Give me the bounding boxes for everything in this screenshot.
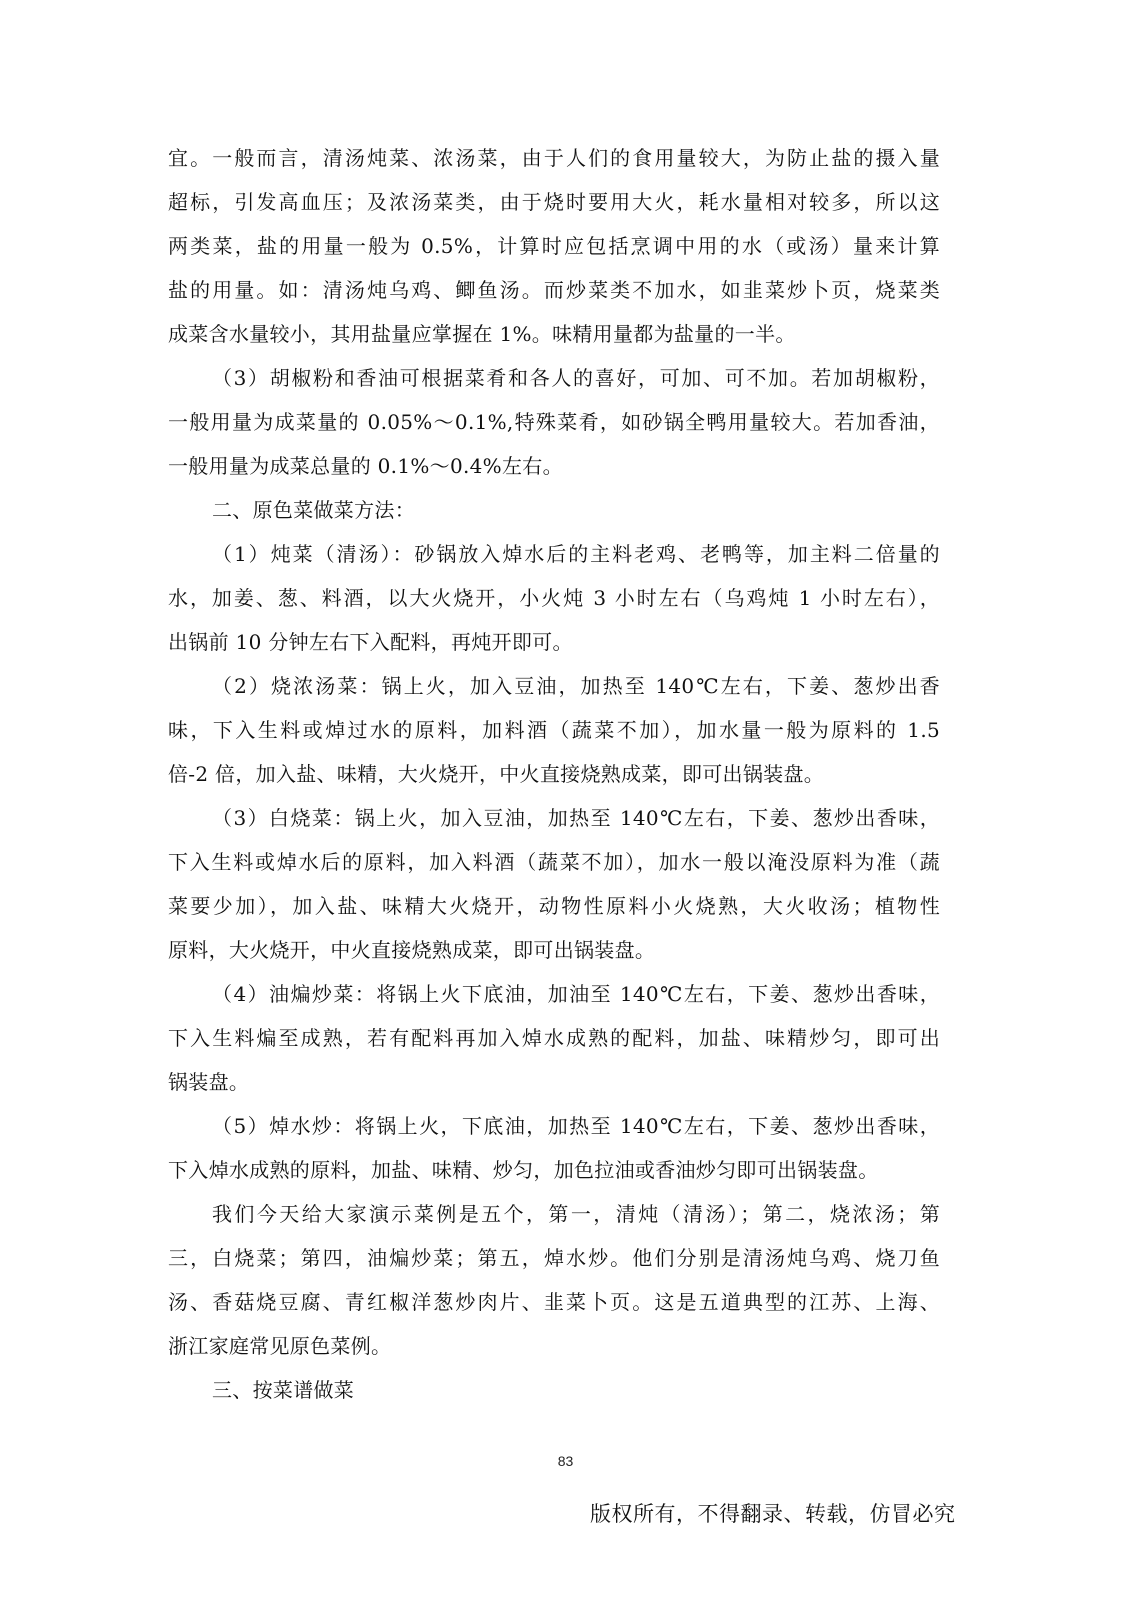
text-line: 味，下入生料或焯过水的原料，加料酒（蔬菜不加），加水量一般为原料的 1.5 — [168, 718, 940, 742]
section-heading — [168, 488, 940, 532]
paragraph — [168, 796, 940, 972]
text-line: 锅装盘。 — [168, 1070, 250, 1094]
text-line: 超标，引发高血压；及浓汤菜类，由于烧时要用大火，耗水量相对较多，所以这 — [168, 190, 940, 214]
text-line: （3）胡椒粉和香油可根据菜肴和各人的喜好，可加、可不加。若加胡椒粉， — [212, 366, 940, 390]
text-line: 我们今天给大家演示菜例是五个，第一，清炖（清汤）；第二，烧浓汤；第 — [212, 1202, 940, 1226]
text-line: 水，加姜、葱、料酒，以大火烧开，小火炖 3 小时左右（乌鸡炖 1 小时左右）， — [168, 586, 940, 610]
paragraph — [168, 972, 940, 1104]
page-number: 83 — [557, 1453, 574, 1469]
text-line: 汤、香菇烧豆腐、青红椒洋葱炒肉片、韭菜卜页。这是五道典型的江苏、上海、 — [168, 1290, 940, 1314]
text-line: 倍-2 倍，加入盐、味精，大火烧开，中火直接烧熟成菜，即可出锅装盘。 — [168, 762, 825, 786]
text-line: （3）白烧菜：锅上火，加入豆油，加热至 140℃左右，下姜、葱炒出香味， — [212, 806, 940, 830]
paragraph — [168, 532, 940, 664]
heading-text: 三、按菜谱做菜 — [212, 1378, 355, 1402]
heading-text: 二、原色菜做菜方法： — [212, 498, 415, 522]
text-line: 出锅前 10 分钟左右下入配料，再炖开即可。 — [168, 630, 573, 654]
paragraph — [168, 356, 940, 488]
section-heading — [168, 1368, 940, 1412]
text-line: （5）焯水炒：将锅上火，下底油，加热至 140℃左右，下姜、葱炒出香味， — [212, 1114, 940, 1138]
text-line: 一般用量为成菜量的 0.05%～0.1%,特殊菜肴，如砂锅全鸭用量较大。若加香油， — [168, 410, 940, 434]
paragraph — [168, 1192, 940, 1368]
text-line: 成菜含水量较小，其用盐量应掌握在 1%。味精用量都为盐量的一半。 — [168, 322, 796, 346]
page-body — [168, 136, 940, 1412]
text-line: 浙江家庭常见原色菜例。 — [168, 1334, 392, 1358]
text-line: 原料，大火烧开，中火直接烧熟成菜，即可出锅装盘。 — [168, 938, 656, 962]
text-line: 下入生料或焯水后的原料，加入料酒（蔬菜不加），加水一般以淹没原料为准（蔬 — [168, 850, 940, 874]
text-line: 宜。一般而言，清汤炖菜、浓汤菜，由于人们的食用量较大，为防止盐的摄入量 — [168, 146, 940, 170]
text-line: 菜要少加），加入盐、味精大火烧开，动物性原料小火烧熟，大火收汤；植物性 — [168, 894, 940, 918]
text-line: 两类菜，盐的用量一般为 0.5%，计算时应包括烹调中用的水（或汤）量来计算 — [168, 234, 940, 258]
paragraph — [168, 136, 940, 356]
text-line: 盐的用量。如：清汤炖乌鸡、鲫鱼汤。而炒菜类不加水，如韭菜炒卜页，烧菜类 — [168, 278, 940, 302]
text-line: 三，白烧菜；第四，油煸炒菜；第五，焯水炒。他们分别是清汤炖乌鸡、烧刀鱼 — [168, 1246, 940, 1270]
text-line: （1）炖菜（清汤）：砂锅放入焯水后的主料老鸡、老鸭等，加主料二倍量的 — [212, 542, 940, 566]
text-line: 一般用量为成菜总量的 0.1%～0.4%左右。 — [168, 454, 563, 478]
text-line: 下入生料煸至成熟，若有配料再加入焯水成熟的配料，加盐、味精炒匀，即可出 — [168, 1026, 940, 1050]
text-line: （4）油煸炒菜：将锅上火下底油，加油至 140℃左右，下姜、葱炒出香味， — [212, 982, 940, 1006]
paragraph — [168, 1104, 940, 1192]
copyright-notice: 版权所有，不得翻录、转载，仿冒必究 — [590, 1502, 956, 1526]
text-line: 下入焯水成熟的原料，加盐、味精、炒匀，加色拉油或香油炒匀即可出锅装盘。 — [168, 1158, 879, 1182]
paragraph — [168, 664, 940, 796]
text-line: （2）烧浓汤菜：锅上火，加入豆油，加热至 140℃左右，下姜、葱炒出香 — [212, 674, 940, 698]
